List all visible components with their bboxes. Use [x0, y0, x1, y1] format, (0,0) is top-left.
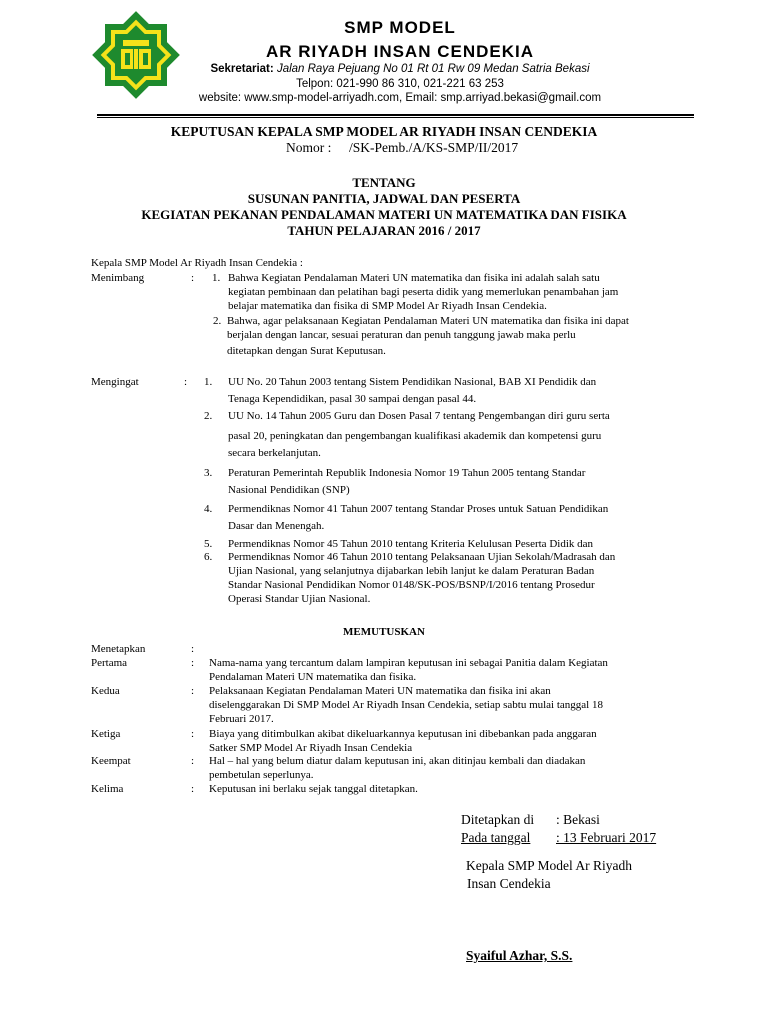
mengingat-item-2-line1: UU No. 14 Tahun 2005 Guru dan Dosen Pasal 7 tentang Pengembangan diri guru serta	[228, 410, 610, 422]
school-name-line2: AR RIYADH INSAN CENDEKIA	[265, 42, 534, 61]
menimbang-item-2-line1: Bahwa, agar pelaksanaan Kegiatan Pendalaman Materi UN matematika dan fisika ini dapat	[227, 315, 629, 327]
tanggal-value: : 13 Februari 2017	[556, 830, 657, 845]
menetapkan-colon: :	[191, 643, 195, 655]
menetapkan-label: Menetapkan	[91, 643, 146, 655]
school-name-line1: SMP MODEL	[344, 18, 456, 37]
menimbang-item-2-line3: ditetapkan dengan Surat Keputusan.	[227, 345, 386, 357]
keempat-colon: :	[191, 755, 195, 767]
keempat-text	[209, 754, 585, 782]
ketiga-colon: :	[191, 728, 195, 740]
subject-line3: TAHUN PELAJARAN 2016 / 2017	[287, 223, 481, 238]
ditetapkan-label: Ditetapkan di	[461, 812, 535, 827]
mengingat-item-6-line4: Operasi Standar Ujian Nasional.	[228, 593, 371, 605]
mengingat-item-3-line1: Peraturan Pemerintah Republik Indonesia Nomor 19 Tahun 2005 tentang Standar	[228, 467, 586, 479]
pertama-line2: Pendalaman Materi UN matematika dan fisika.	[209, 671, 417, 683]
pertama-line1: Nama-nama yang tercantum dalam lampiran keputusan ini sebagai Panitia dalam Kegiatan	[209, 657, 608, 669]
menimbang-colon: :	[191, 272, 195, 284]
kedua-label: Kedua	[91, 685, 120, 697]
sekretariat-line	[100, 63, 700, 75]
mengingat-item-6-line3: Standar Nasional Pendidikan Nomor 0148/SK-POS/BSNP/I/2016 tentang Prosedur	[228, 579, 595, 591]
menimbang-label: Menimbang	[91, 272, 145, 284]
mengingat-item-1-line1: UU No. 20 Tahun 2003 tentang Sistem Pendidikan Nasional, BAB XI Pendidik dan	[228, 376, 597, 388]
nomor-value: /SK-Pemb./A/KS-SMP/II/2017	[349, 140, 519, 155]
signatory-name: Syaiful Azhar, S.S.	[466, 948, 573, 963]
mengingat-num-2: 2.	[204, 410, 213, 422]
mengingat-label: Mengingat	[91, 376, 139, 388]
decision-heading: KEPUTUSAN KEPALA SMP MODEL AR RIYADH INSAN CENDEKIA	[170, 124, 598, 139]
kedua-colon: :	[191, 685, 195, 697]
ditetapkan-value: : Bekasi	[556, 812, 600, 827]
menimbang-item-2-line2: berjalan dengan lancar, sesuai peraturan dan penuh tanggung jawab maka perlu	[227, 329, 576, 341]
nomor-label: Nomor :	[286, 140, 332, 155]
mengingat-item-4-line2: Dasar dan Menengah.	[228, 520, 325, 532]
header-rule-thin	[97, 117, 694, 118]
tentang-heading: TENTANG	[352, 175, 416, 190]
header-rule	[97, 114, 694, 116]
position-line2: Insan Cendekia	[467, 876, 551, 891]
keempat-label: Keempat	[91, 755, 131, 767]
kedua-line2: diselenggarakan Di SMP Model Ar Riyadh Insan Cendekia, setiap sabtu mulai tanggal 18	[209, 699, 603, 711]
sekretariat-address: Jalan Raya Pejuang No 01 Rt 01 Rw 09 Medan Satria Bekasi	[276, 63, 590, 75]
menimbang-item-1-line2: kegiatan pembinaan dan pelatihan bagi peserta didik yang memerlukan penambahan jam	[228, 286, 619, 298]
kedua-line3: Februari 2017.	[209, 713, 274, 725]
mengingat-item-4-line1: Permendiknas Nomor 41 Tahun 2007 tentang Standar Proses untuk Satuan Pendidikan	[228, 503, 609, 515]
mengingat-item-2-line2: pasal 20, peningkatan dan pengembangan kualifikasi akademik dan kompetensi guru	[228, 430, 602, 442]
mengingat-item-1-line2: Tenaga Kependidikan, pasal 30 sampai dengan pasal 44.	[228, 393, 477, 405]
kedua-line1: Pelaksanaan Kegiatan Pendalaman Materi UN matematika dan fisika ini akan	[209, 685, 551, 697]
mengingat-item-6	[228, 550, 615, 606]
mengingat-num-3: 3.	[204, 467, 213, 479]
sekretariat-label: Sekretariat:	[210, 63, 274, 75]
kelima-colon: :	[191, 783, 195, 795]
mengingat-item-3-line2: Nasional Pendidikan (SNP)	[228, 484, 350, 496]
tanggal-label: Pada tanggal	[461, 830, 531, 845]
ketiga-line2: Satker SMP Model Ar Riyadh Insan Cendekia	[209, 742, 413, 754]
mengingat-item-5-line1: Permendiknas Nomor 45 Tahun 2010 tentang Kriteria Kelulusan Peserta Didik dan	[228, 538, 594, 550]
mengingat-num-1: 1.	[204, 376, 213, 388]
subject-line1: SUSUNAN PANITIA, JADWAL DAN PESERTA	[247, 191, 521, 206]
keempat-line2: pembetulan seperlunya.	[209, 769, 314, 781]
ketiga-label: Ketiga	[91, 728, 121, 740]
mengingat-num-4: 4.	[204, 503, 213, 515]
mengingat-item-6-line2: Ujian Nasional, yang selanjutnya dijabarkan lebih lanjut ke dalam Peraturan Badan	[228, 565, 595, 577]
website-line: website: www.smp-model-arriyadh.com, Email: smp.arriyad.bekasi@gmail.com	[198, 92, 602, 104]
menimbang-item-1	[228, 271, 618, 313]
pertama-text	[209, 656, 608, 684]
position-line1: Kepala SMP Model Ar Riyadh	[466, 858, 632, 873]
menimbang-num-1: 1.	[212, 272, 221, 284]
ketiga-text	[209, 727, 597, 755]
preamble: Kepala SMP Model Ar Riyadh Insan Cendekia :	[91, 257, 303, 269]
mengingat-item-6-line1: Permendiknas Nomor 46 Tahun 2010 tentang Pelaksanaan Ujian Sekolah/Madrasah dan	[228, 551, 616, 563]
mengingat-num-6: 6.	[204, 551, 213, 563]
mengingat-colon: :	[184, 376, 188, 388]
pertama-colon: :	[191, 657, 195, 669]
keempat-line1: Hal – hal yang belum diatur dalam keputusan ini, akan ditinjau kembali dan diadakan	[209, 755, 586, 767]
mengingat-num-5: 5.	[204, 538, 213, 550]
kelima-label: Kelima	[91, 783, 124, 795]
subject-line2: KEGIATAN PEKANAN PENDALAMAN MATERI UN MATEMATIKA DAN FISIKA	[141, 207, 627, 222]
menimbang-item-1-line1: Bahwa Kegiatan Pendalaman Materi UN matematika dan fisika ini adalah salah satu	[228, 272, 600, 284]
mengingat-item-2-line3: secara berkelanjutan.	[228, 447, 321, 459]
menimbang-num-2: 2.	[213, 315, 222, 327]
menimbang-item-1-line3: belajar matematika dan fisika di SMP Model Ar Riyadh Insan Cendekia.	[228, 300, 547, 312]
kedua-text	[209, 684, 603, 726]
ketiga-line1: Biaya yang ditimbulkan akibat dikeluarkannya keputusan ini dibebankan pada anggaran	[209, 728, 597, 740]
telpon-line: Telpon: 021-990 86 310, 021-221 63 253	[296, 78, 504, 90]
memutuskan-heading: MEMUTUSKAN	[343, 626, 425, 638]
kelima-line1: Keputusan ini berlaku sejak tanggal ditetapkan.	[209, 783, 418, 795]
pertama-label: Pertama	[91, 657, 128, 669]
